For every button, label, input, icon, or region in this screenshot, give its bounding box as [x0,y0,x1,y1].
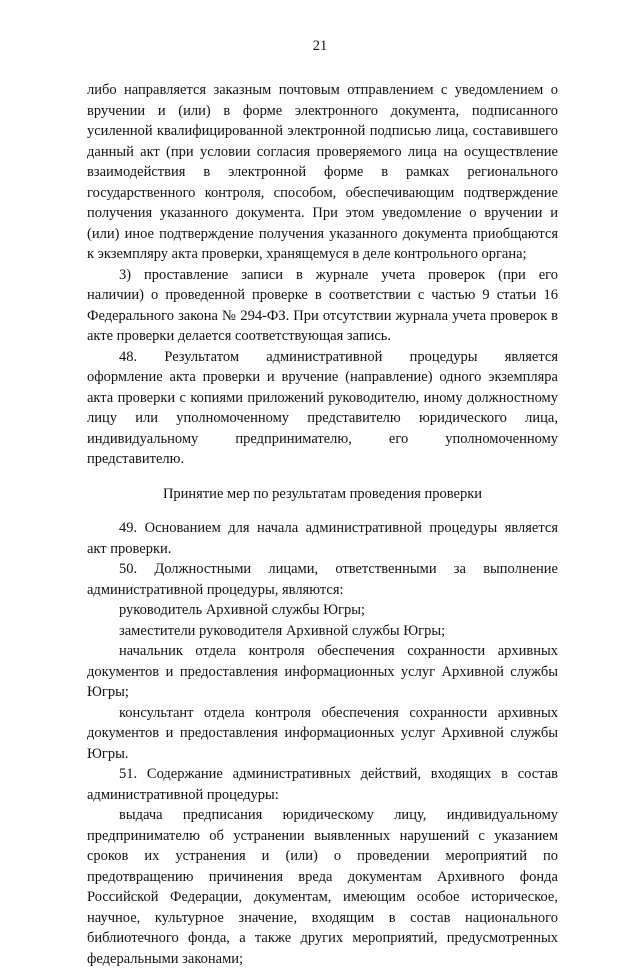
text-line: федеральными законами; [87,949,558,969]
text-line: библиотечного фонда, а также других мероприятий, предусмотренных [87,928,558,949]
text-line: начальник отдела контроля обеспечения сохранности архивных [87,641,558,662]
text-line: к экземпляру акта проверки, хранящемуся в деле контрольного органа; [87,244,558,265]
text-line: оформление акта проверки и вручение (направление) одного экземпляра [87,367,558,388]
text-line: выдача предписания юридическому лицу, индивидуальному [87,805,558,826]
text-line: усиленной квалифицированной электронной подписью лица, составившего [87,121,558,142]
text-line: акта проверки с копиями приложений руководителю, иному должностному [87,388,558,409]
document-body [87,80,558,969]
text-line: административной процедуры, являются: [87,580,558,601]
text-line: Федерального закона № 294-ФЗ. При отсутствии журнала учета проверок в [87,306,558,327]
text-line: 48. Результатом административной процедуры является [87,347,558,368]
text-line: Югры; [87,682,558,703]
text-line: взаимодействия в электронной форме в рамках регионального [87,162,558,183]
text-line: предотвращению причинения вреда документам Архивного фонда [87,867,558,888]
text-line: Российской Федерации, документам, имеющим особое историческое, [87,887,558,908]
text-line: индивидуальному предпринимателю, его уполномоченному [87,429,558,450]
page-number: 21 [0,38,640,55]
text-line: представителю. [87,449,558,470]
text-line: вручении и (или) в форме электронного документа, подписанного [87,101,558,122]
text-line: предпринимателю об устранении выявленных нарушений с указанием [87,826,558,847]
text-line: акт проверки. [87,539,558,560]
text-line: консультант отдела контроля обеспечения сохранности архивных [87,703,558,724]
text-line: документов и предоставления информационных услуг Архивной службы [87,723,558,744]
text-line: 50. Должностными лицами, ответственными за выполнение [87,559,558,580]
text-line: 51. Содержание административных действий, входящих в состав [87,764,558,785]
text-line: сроков их устранения и (или) о проведении мероприятий по [87,846,558,867]
text-line: заместители руководителя Архивной службы Югры; [87,621,558,642]
text-line: акте проверки делается соответствующая запись. [87,326,558,347]
text-line: получения указанного документа. При этом уведомление о вручении и [87,203,558,224]
text-line: наличии) о проведенной проверке в соответствии с частью 9 статьи 16 [87,285,558,306]
text-line: документов и предоставления информационных услуг Архивной службы [87,662,558,683]
text-line: государственного контроля, способом, обеспечивающим подтверждение [87,183,558,204]
text-line: 49. Основанием для начала административной процедуры является [87,518,558,539]
text-line: руководитель Архивной службы Югры; [87,600,558,621]
section-heading: Принятие мер по результатам проведения проверки [87,484,558,505]
text-line: данный акт (при условии согласия проверяемого лица на осуществление [87,142,558,163]
text-line: 3) проставление записи в журнале учета проверок (при его [87,265,558,286]
text-line: Югры. [87,744,558,765]
text-line: лицу или уполномоченному представителю юридического лица, [87,408,558,429]
text-line: (или) иное подтверждение получения указанного документа приобщаются [87,224,558,245]
text-line: либо направляется заказным почтовым отправлением с уведомлением о [87,80,558,101]
text-line: административной процедуры: [87,785,558,806]
text-line: научное, культурное значение, входящим в состав национального [87,908,558,929]
